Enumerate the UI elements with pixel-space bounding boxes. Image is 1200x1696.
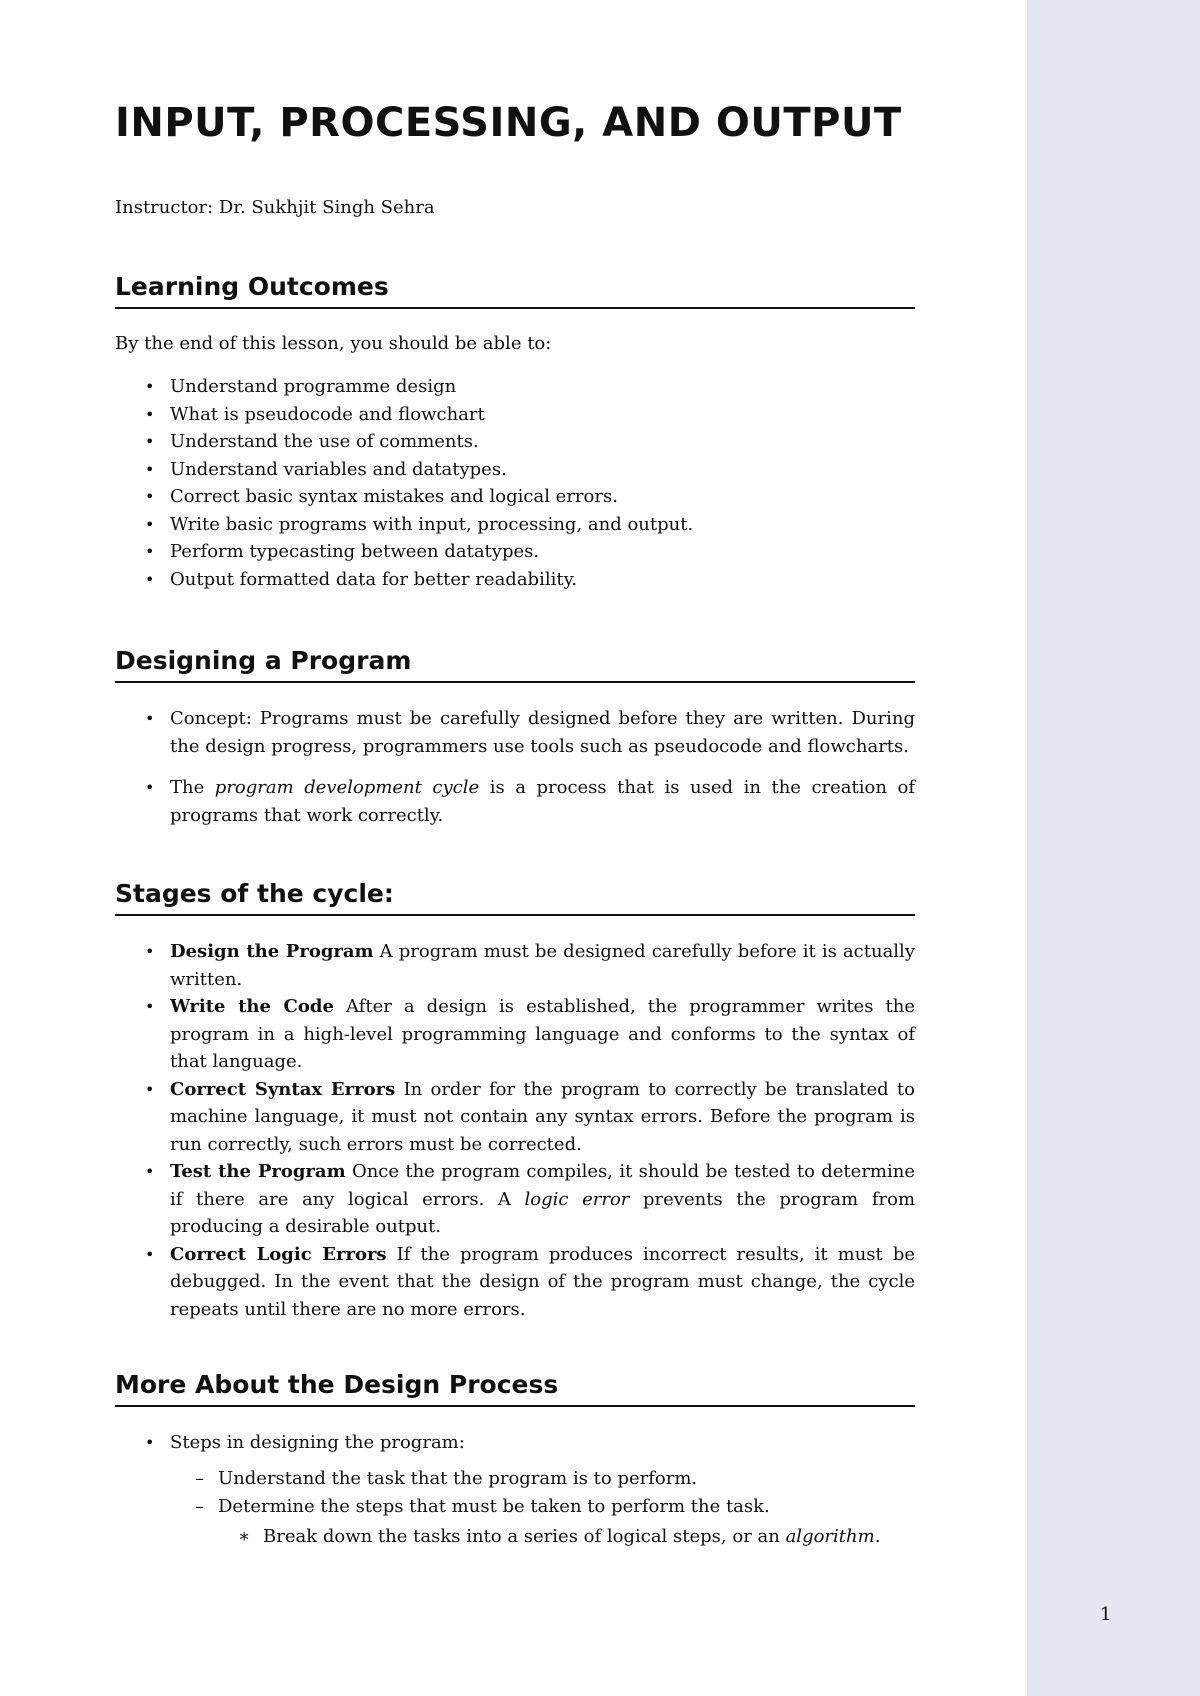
list-item: • Understand variables and datatypes.	[115, 456, 915, 484]
list-item	[115, 1158, 915, 1241]
list-item	[115, 1076, 915, 1159]
section-learning-outcomes	[115, 270, 915, 593]
list-item: • Write basic programs with input, processing, and output.	[115, 511, 915, 539]
list-item	[115, 938, 915, 993]
section-stages-of-the-cycle	[115, 877, 915, 1323]
list-item: • Understand the use of comments.	[115, 428, 915, 456]
list-item: • What is pseudocode and flowchart	[115, 401, 915, 429]
item-emphasis: algorithm	[785, 1525, 875, 1547]
list-item: • Correct basic syntax mistakes and logical errors.	[115, 483, 915, 511]
item-text: prevents the program from producing a desirable output.	[170, 1188, 916, 1237]
list-item	[115, 1241, 915, 1324]
item-term: Correct Logic Errors	[170, 1243, 387, 1265]
item-text: is a process that is used in the creation of programs that work correctly.	[170, 777, 915, 826]
designing-list	[115, 705, 915, 829]
page-number: 1	[1100, 1604, 1112, 1625]
design-steps-list	[170, 1465, 915, 1551]
section-heading: More About the Design Process	[115, 1368, 915, 1407]
item-text: Steps in designing the program:	[170, 1432, 465, 1453]
page-margin-panel	[1027, 0, 1200, 1696]
item-term: Correct Syntax Errors	[170, 1078, 396, 1100]
list-item: • Output formatted data for better readability.	[115, 566, 915, 594]
item-text: In order for the program to correctly be translated to machine language, it must not contain any syntax errors. Before the program is run correctly, such errors must be corrected.	[170, 1078, 915, 1155]
list-item	[115, 1429, 915, 1551]
subsub-list-item	[218, 1523, 915, 1551]
list-item: • Perform typecasting between datatypes.	[115, 538, 915, 566]
section-design-process	[115, 1368, 915, 1551]
item-text: Break down the tasks into a series of logical steps, or an	[263, 1525, 786, 1547]
stages-list	[115, 938, 915, 1323]
item-text: A program must be designed carefully before it is actually written.	[170, 941, 915, 990]
item-emphasis: logic error	[524, 1188, 630, 1210]
sub-list-item	[170, 1493, 915, 1551]
document-title: INPUT, PROCESSING, AND OUTPUT	[115, 100, 902, 146]
list-item	[115, 993, 915, 1076]
section-intro: By the end of this lesson, you should be able to:	[115, 333, 552, 354]
design-process-list	[115, 1429, 915, 1551]
learning-outcomes-list	[115, 373, 915, 593]
item-term: Design the Program	[170, 941, 374, 962]
item-text: If the program produces incorrect results, it must be debugged. In the event that the design of the program must change, the cycle repeats until there are no more errors.	[170, 1243, 915, 1320]
section-heading: Learning Outcomes	[115, 270, 915, 309]
list-item: • Concept: Programs must be carefully designed before they are written. During the design progress, programmers use tools such as pseudocode and flowcharts.	[115, 705, 915, 760]
item-emphasis: program development cycle	[214, 777, 480, 798]
design-substeps-list	[218, 1523, 915, 1551]
item-text: After a design is established, the programmer writes the program in a high-level programming language and conforms to the syntax of that language.	[170, 996, 915, 1072]
list-item: • Understand programme design	[115, 373, 915, 401]
section-heading: Stages of the cycle:	[115, 877, 915, 916]
item-term: Write the Code	[170, 996, 334, 1017]
item-text: The	[170, 777, 215, 798]
section-designing-a-program	[115, 644, 915, 829]
item-text: Determine the steps that must be taken to perform the task.	[218, 1495, 770, 1517]
item-text: .	[874, 1525, 881, 1547]
sub-list-item: – Understand the task that the program is to perform.	[170, 1465, 915, 1493]
section-heading: Designing a Program	[115, 644, 915, 683]
instructor-line: Instructor: Dr. Sukhjit Singh Sehra	[115, 197, 435, 218]
item-term: Test the Program	[170, 1161, 346, 1182]
list-item	[115, 774, 915, 829]
item-text: Once the program compiles, it should be tested to determine if there are any logical errors. A	[170, 1161, 915, 1210]
